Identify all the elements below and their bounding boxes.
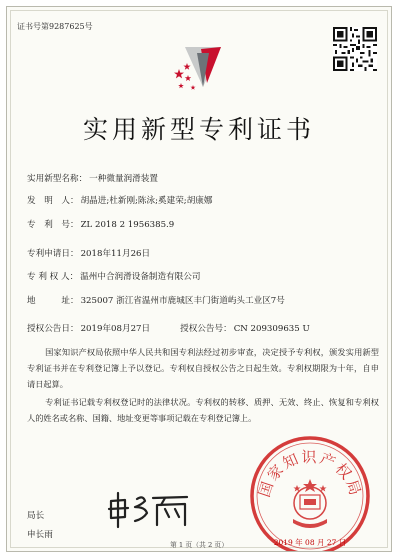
field-grant-announcement (27, 322, 310, 334)
grant-statement-text: 国家知识产权局依照中华人民共和国专利法经过初步审查，决定授予专利权，颁发实用新型专利证书并在专利登记簿上予以登记。专利权自授权公告之日起生效。专利权期限为十年，自申请日起算。 (27, 347, 379, 389)
field-value: 胡晶进;杜新刚;陈泳;奚建荣;胡康娜 (80, 196, 213, 206)
field-patent-number (27, 218, 174, 230)
certificate-title: 实用新型专利证书 (82, 115, 315, 144)
legal-status-statement (27, 394, 379, 426)
field-value: ZL 2018 2 1956385.9 (80, 220, 175, 230)
field-label: 专 利 号： (27, 220, 79, 230)
field-inventors (27, 194, 212, 206)
field-value: CN 209309635 U (233, 324, 310, 334)
field-value: 2019年08月27日 (80, 324, 151, 334)
field-label: 专 利 权 人： (27, 272, 79, 282)
seal-date: 2019 年 08 月 27 日 (273, 538, 347, 547)
field-address (27, 294, 285, 306)
grant-statement (27, 344, 379, 392)
legal-status-text: 专利证书记载专利权登记时的法律状况。专利权的转移、质押、无效、终止、恢复和专利权人的姓名或名称、国籍、地址变更等事项记载在专利登记簿上。 (27, 397, 379, 423)
field-value: 温州中合润滑设备制造有限公司 (80, 272, 201, 282)
field-value: 325007 浙江省温州市鹿城区丰门街道屿头工业区7号 (80, 296, 285, 306)
field-label: 地 址： (27, 296, 79, 306)
certificate-number: 证书号第9287625号 (17, 22, 93, 31)
qr-code-icon (333, 27, 377, 71)
field-label: 授权公告日： (27, 324, 79, 334)
director-signature (105, 491, 191, 529)
field-label: 专利申请日： (27, 249, 79, 259)
field-patentee (27, 270, 201, 282)
seal-text: 国家知识产权局 (255, 448, 365, 500)
cnipa-emblem-icon (167, 39, 237, 95)
field-utility-model-name (27, 172, 158, 184)
field-label: 实用新型名称： (27, 174, 88, 184)
official-seal-icon (247, 433, 373, 552)
field-application-date (27, 247, 150, 259)
certificate-page (6, 6, 392, 552)
field-value: 一种微量润滑装置 (89, 174, 158, 184)
field-label: 发 明 人： (27, 196, 79, 206)
director-title: 局长 (27, 511, 45, 521)
page-footer: 第 1 页（共 2 页） (169, 541, 229, 549)
svg-text:国家知识产权局 (255, 448, 365, 499)
field-value: 2018年11月26日 (80, 249, 151, 259)
field-label: 授权公告号： (180, 324, 232, 334)
director-name: 申长雨 (27, 530, 53, 540)
